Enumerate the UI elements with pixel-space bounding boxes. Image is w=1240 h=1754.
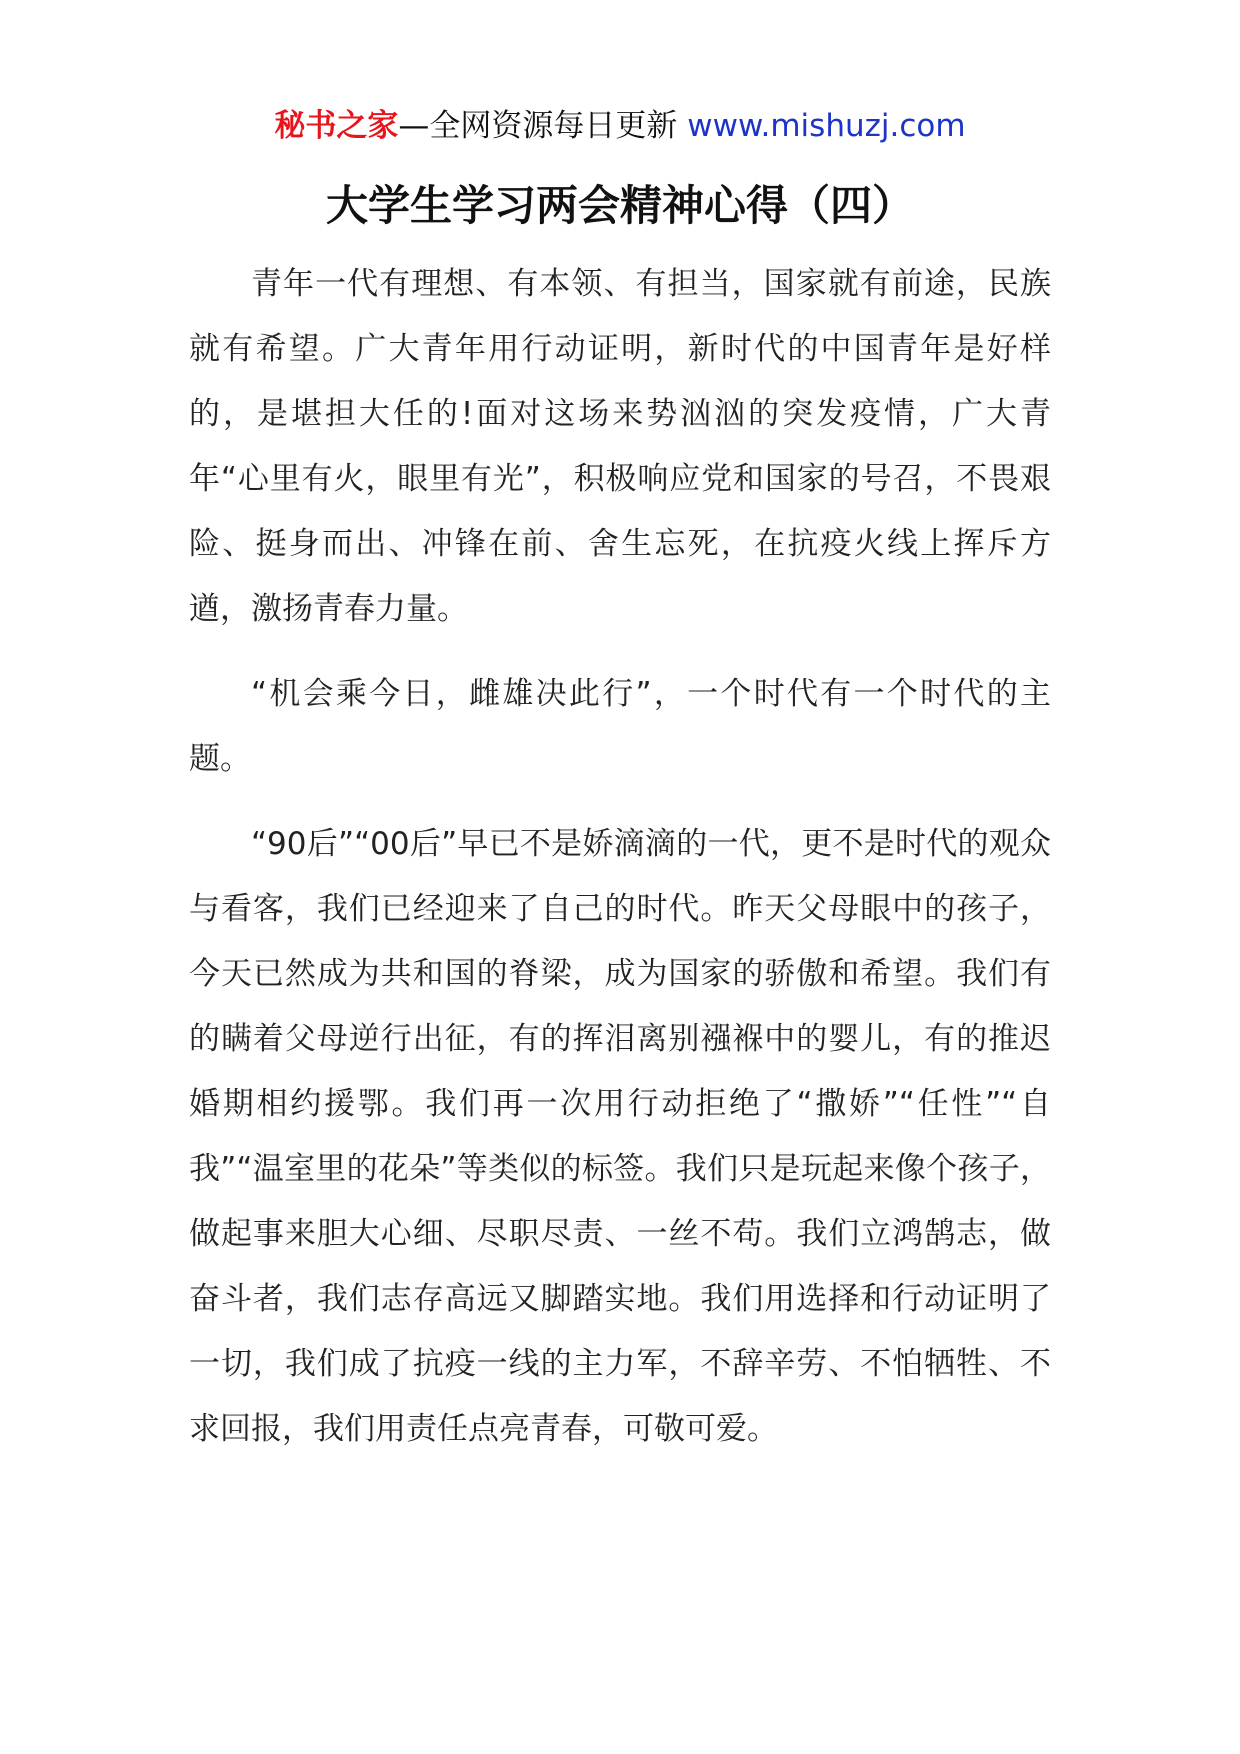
document-title: 大学生学习两会精神心得（四） — [325, 181, 914, 230]
site-url-link[interactable]: www.mishuzj.com — [687, 108, 966, 144]
site-header — [0, 104, 1240, 148]
brand-name: 秘书之家 — [274, 108, 399, 144]
document-body — [189, 252, 1051, 1482]
paragraph-1: 青年一代有理想、有本领、有担当，国家就有前途，民族就有希望。广大青年用行动证明，新时代的中国青年是好样的，是堪担大任的!面对这场来势汹汹的突发疫情，广大青年“心里有火，眼里有光”，积极响应党和国家的号召，不畏艰险、挺身而出、冲锋在前、舍生忘死，在抗疫火线上挥斥方遒，激扬青春力量。 — [189, 266, 1051, 627]
paragraph-3: “90后”“00后”早已不是娇滴滴的一代，更不是时代的观众与看客，我们已经迎来了自己的时代。昨天父母眼中的孩子，今天已然成为共和国的脊梁，成为国家的骄傲和希望。我们有的瞒着父母逆行出征，有的挥泪离别襁褓中的婴儿，有的推迟婚期相约援鄂。我们再一次用行动拒绝了“撒娇”“任性”“自我”“温室里的花朵”等类似的标签。我们只是玩起来像个孩子，做起事来胆大心细、尽职尽责、一丝不苟。我们立鸿鹄志，做奋斗者，我们志存高远又脚踏实地。我们用选择和行动证明了一切，我们成了抗疫一线的主力军，不辞辛劳、不怕牺牲、不求回报，我们用责任点亮青春，可敬可爱。 — [189, 826, 1051, 1447]
site-tagline: —全网资源每日更新 — [398, 108, 678, 144]
paragraph-2: “机会乘今日，雌雄决此行”，一个时代有一个时代的主题。 — [189, 676, 1051, 777]
